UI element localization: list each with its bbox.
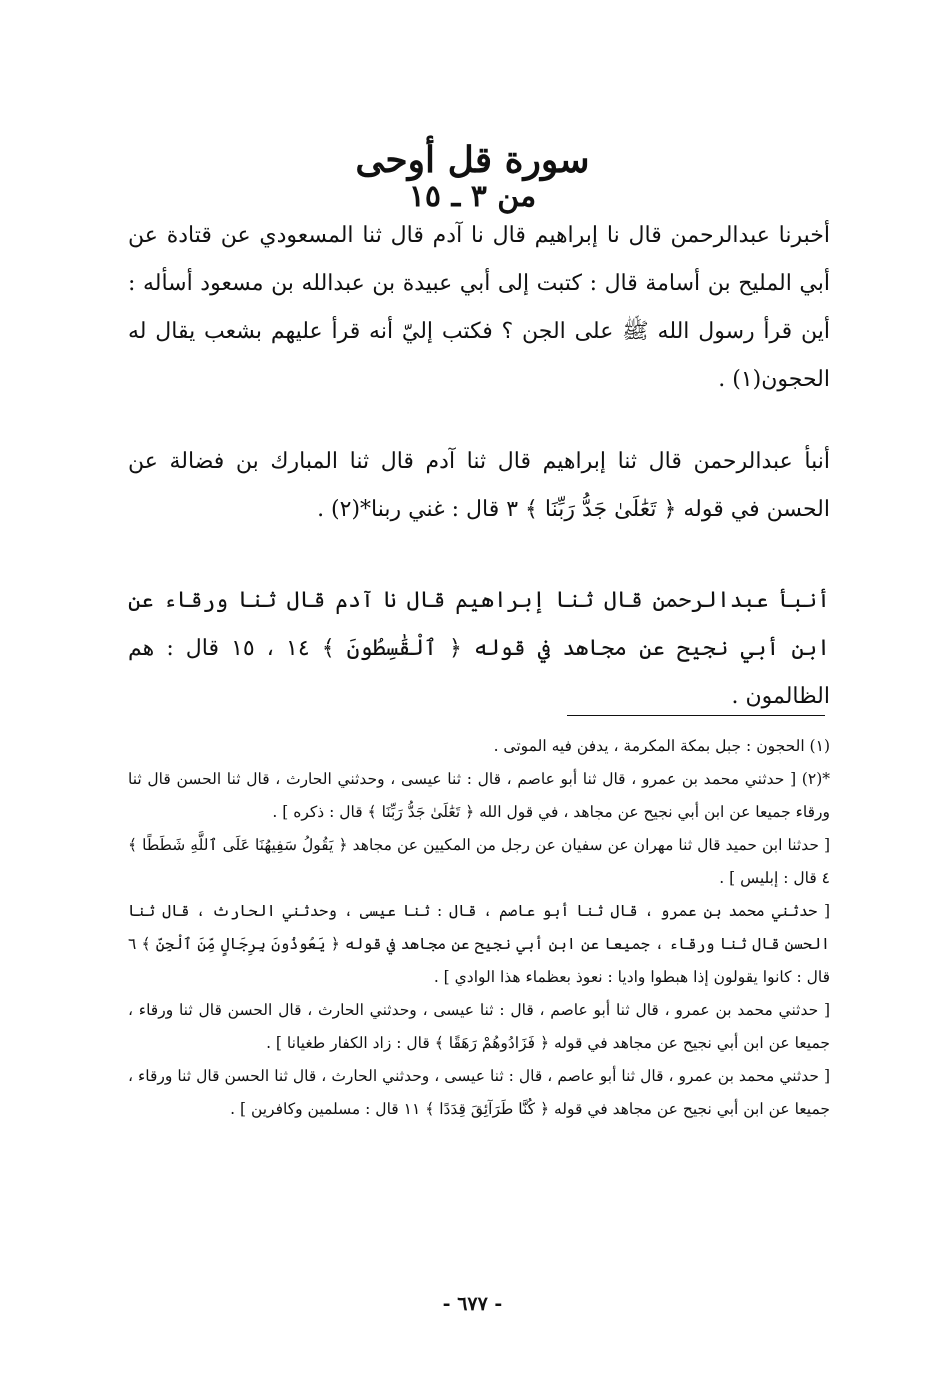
narration-paragraph-2: أنبأ عبدالرحمن قال ثنا إبراهيم قال ثنا آدم قال ثنا المبارك بن فضالة عن الحسن في قوله ﴿ تَعَٰلَىٰ جَدُّ رَبِّنَا ﴾ ٣ قال : غني ربنا*(٢) . xyxy=(128,449,830,522)
page-number: - ٦٧٧ - xyxy=(442,1293,503,1315)
footnotes-list xyxy=(128,730,830,1126)
footnote-3: [ حدثنا ابن حميد قال ثنا مهران عن سفيان عن رجل من المكيين عن مجاهد ﴿ يَقُولُ سَفِيهُنَا عَلَى ٱللَّهِ شَطَطًا ﴾ ٤ قال : إبليس ] . xyxy=(128,836,830,887)
narration-paragraph-1: أخبرنا عبدالرحمن قال نا إبراهيم قال نا آدم قال ثنا المسعودي عن قتادة عن أبي المليح بن أسامة قال : كتبت إلى أبي عبيدة بن عبدالله بن مسعود أسأله : أين قرأ رسول الله ﷺ على الجن ؟ فكتب إليّ أنه قرأ عليهم بشعب يقال له الحجون(١) . xyxy=(128,223,830,392)
narration-paragraph-3: أنبأ عبدالرحمن قال ثنا إبراهيم قال نا آدم قال ثنا ورقاء عن ابن أبي نجيح عن مجاهد في قوله ﴿ ٱلْقَٰسِطُونَ ﴾ ١٤ ، ١٥ قال : هم الظالمون . xyxy=(128,588,831,709)
footnote-1: (١) الحجون : جبل بمكة المكرمة ، يدفن فيه الموتى . xyxy=(493,737,830,755)
verse-range: من ٣ ـ ١٥ xyxy=(408,179,537,214)
footnote-2: *(٢) [ حدثني محمد بن عمرو ، قال ثنا أبو عاصم ، قال : ثنا عيسى ، وحدثني الحارث ، قال ثنا الحسن قال ثنا ورقاء جميعا عن ابن أبي نجيح عن مجاهد ، في قول الله ﴿ تَعَٰلَىٰ جَدُّ رَبِّنَا ﴾ قال : ذكره ] . xyxy=(128,770,830,821)
footnote-separator xyxy=(567,715,825,716)
surah-title: سورة قل أوحى xyxy=(355,139,590,181)
footnote-6: [ حدثني محمد بن عمرو ، قال ثنا أبو عاصم ، قال : ثنا عيسى ، وحدثني الحارث ، قال ثنا الحسن قال ثنا ورقاء ، جميعا عن ابن أبي نجيح عن مجاهد في قوله ﴿ كُنَّا طَرَآئِقَ قِدَدًا ﴾ ١١ قال : مسلمين وكافرين ] . xyxy=(128,1067,830,1118)
surah-header xyxy=(0,140,945,214)
footnote-4: [ حدثني محمد بن عمرو ، قال ثنا أبو عاصم ، قال : ثنا عيسى ، وحدثني الحارث ، قال ثنا الحسن قال ثنا ورقاء ، جميعا عن ابن أبي نجيح عن مجاهد في قوله ﴿ يَعُوذُونَ بِرِجَالٍ مِّنَ ٱلْجِنِّ ﴾ ٦ قال : كانوا يقولون إذا هبطوا واديا : نعوذ بعظماء هذا الوادي ] . xyxy=(128,902,830,986)
footnote-5: [ حدثني محمد بن عمرو ، قال ثنا أبو عاصم ، قال : ثنا عيسى ، وحدثني الحارث ، قال الحسن قال ثنا ورقاء ، جميعا عن ابن أبي نجيح عن مجاهد في قوله ﴿ فَزَادُوهُمْ رَهَقًا ﴾ قال : زاد الكفار طغيانا ] . xyxy=(128,1001,830,1052)
